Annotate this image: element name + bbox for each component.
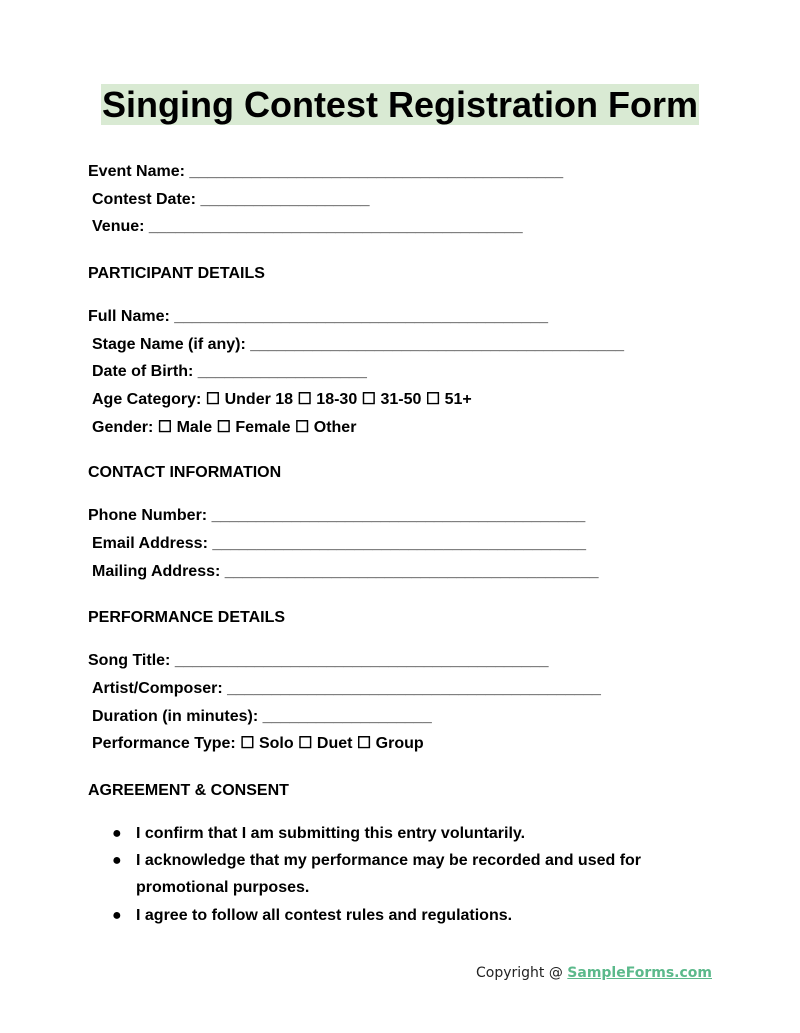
duration-field: Duration (in minutes): ___________________ [92, 708, 432, 725]
bullet-icon: ● [112, 852, 122, 869]
mailing-address-field: Mailing Address: __________________________________________ [92, 563, 599, 580]
agreement-item: I agree to follow all contest rules and regulations. [136, 907, 513, 924]
copyright-footer [476, 965, 712, 981]
venue-field: Venue: __________________________________________ [92, 218, 523, 235]
sampleforms-link[interactable]: SampleForms.com [567, 965, 712, 981]
age-category-field: Age Category: ☐ Under 18 ☐ 18-30 ☐ 31-50 ☐ 51+ [92, 391, 472, 408]
gender-field: Gender: ☐ Male ☐ Female ☐ Other [92, 419, 357, 436]
bullet-icon: ● [112, 825, 122, 842]
agreement-item: I confirm that I am submitting this entry voluntarily. [136, 825, 526, 842]
phone-number-field: Phone Number: __________________________________________ [88, 507, 586, 524]
performance-details-heading: PERFORMANCE DETAILS [88, 609, 286, 626]
bullet-icon: ● [112, 907, 122, 924]
email-address-field: Email Address: __________________________________________ [92, 535, 587, 552]
artist-composer-field: Artist/Composer: __________________________________________ [92, 680, 601, 697]
title-wrapper [0, 84, 800, 125]
date-of-birth-field: Date of Birth: ___________________ [92, 363, 367, 380]
page-title: Singing Contest Registration Form [101, 84, 698, 125]
contest-date-field: Contest Date: ___________________ [92, 191, 370, 208]
agreement-consent-heading: AGREEMENT & CONSENT [88, 782, 289, 799]
event-name-field: Event Name: __________________________________________ [88, 163, 564, 180]
participant-details-heading: PARTICIPANT DETAILS [88, 265, 265, 282]
full-name-field: Full Name: __________________________________________ [88, 308, 548, 325]
performance-type-field: Performance Type: ☐ Solo ☐ Duet ☐ Group [92, 735, 424, 752]
agreement-item: I acknowledge that my performance may be recorded and used for promotional purposes. [136, 852, 642, 896]
contact-information-heading: CONTACT INFORMATION [88, 464, 282, 481]
song-title-field: Song Title: __________________________________________ [88, 652, 549, 669]
stage-name-field: Stage Name (if any): __________________________________________ [92, 336, 624, 353]
copyright-prefix: Copyright @ [475, 965, 568, 981]
